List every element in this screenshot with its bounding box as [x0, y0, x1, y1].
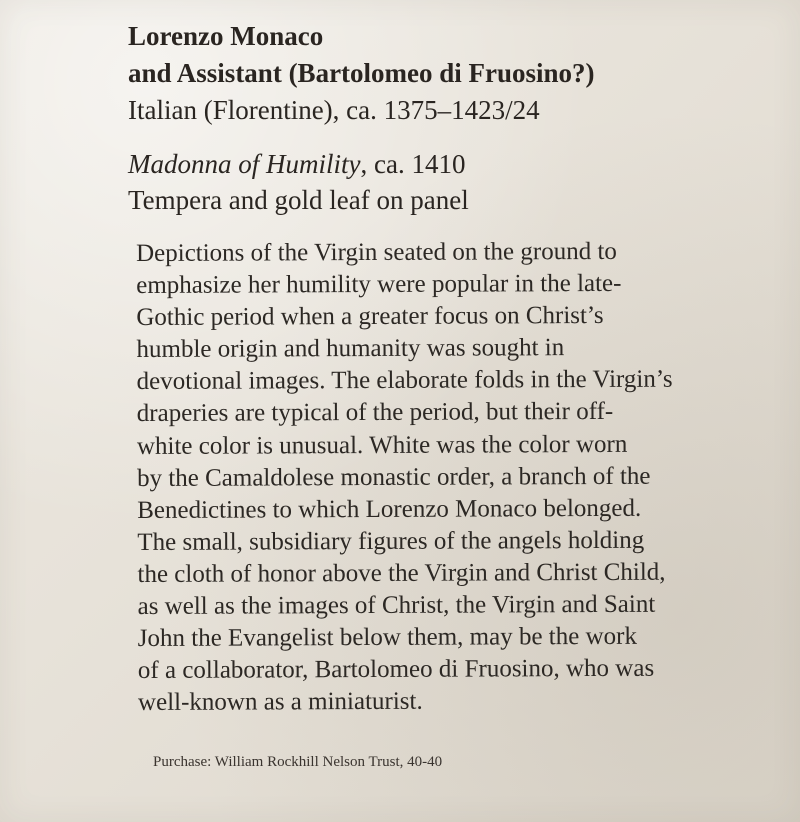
description-line: draperies are typical of the period, but their off- — [136, 398, 614, 428]
description-line: emphasize her humility were popular in the late- — [136, 269, 622, 300]
artwork-info — [128, 146, 748, 218]
description-line: Gothic period when a greater focus on Christ’s — [136, 302, 604, 332]
description — [136, 235, 748, 719]
description-line: John the Evangelist below them, may be the work — [137, 622, 638, 653]
description-line: the cloth of honor above the Virgin and Christ Child, — [137, 558, 666, 588]
description-line: Benedictines to which Lorenzo Monaco belonged. — [137, 494, 642, 524]
credit-line: Purchase: William Rockhill Nelson Trust, 40-40 — [153, 754, 443, 770]
artist-name: Lorenzo Monaco — [128, 21, 324, 51]
description-line: devotional images. The elaborate folds in the Virgin’s — [136, 366, 673, 396]
description-line: by the Camaldolese monastic order, a branch of the — [136, 462, 651, 492]
description-line: well-known as a miniaturist. — [137, 688, 423, 717]
description-line: as well as the images of Christ, the Virgin and Saint — [137, 590, 656, 621]
label-header — [128, 18, 748, 218]
artwork-title: Madonna of Humility — [128, 149, 361, 179]
artwork-date: , ca. 1410 — [360, 149, 466, 179]
artwork-title-line — [128, 146, 748, 182]
description-line: white color is unusual. White was the color worn — [136, 430, 628, 460]
artist-nationality-dates: Italian (Florentine), ca. 1375–1423/24 — [128, 95, 540, 125]
description-line: Depictions of the Virgin seated on the ground to — [136, 237, 617, 267]
description-line: The small, subsidiary figures of the angels holding — [137, 526, 645, 556]
assistant-attribution: and Assistant (Bartolomeo di Fruosino?) — [128, 58, 595, 88]
description-line: humble origin and humanity was sought in — [136, 334, 565, 364]
description-line: of a collaborator, Bartolomeo di Fruosino, who was — [137, 654, 655, 685]
artwork-medium: Tempera and gold leaf on panel — [128, 185, 469, 215]
